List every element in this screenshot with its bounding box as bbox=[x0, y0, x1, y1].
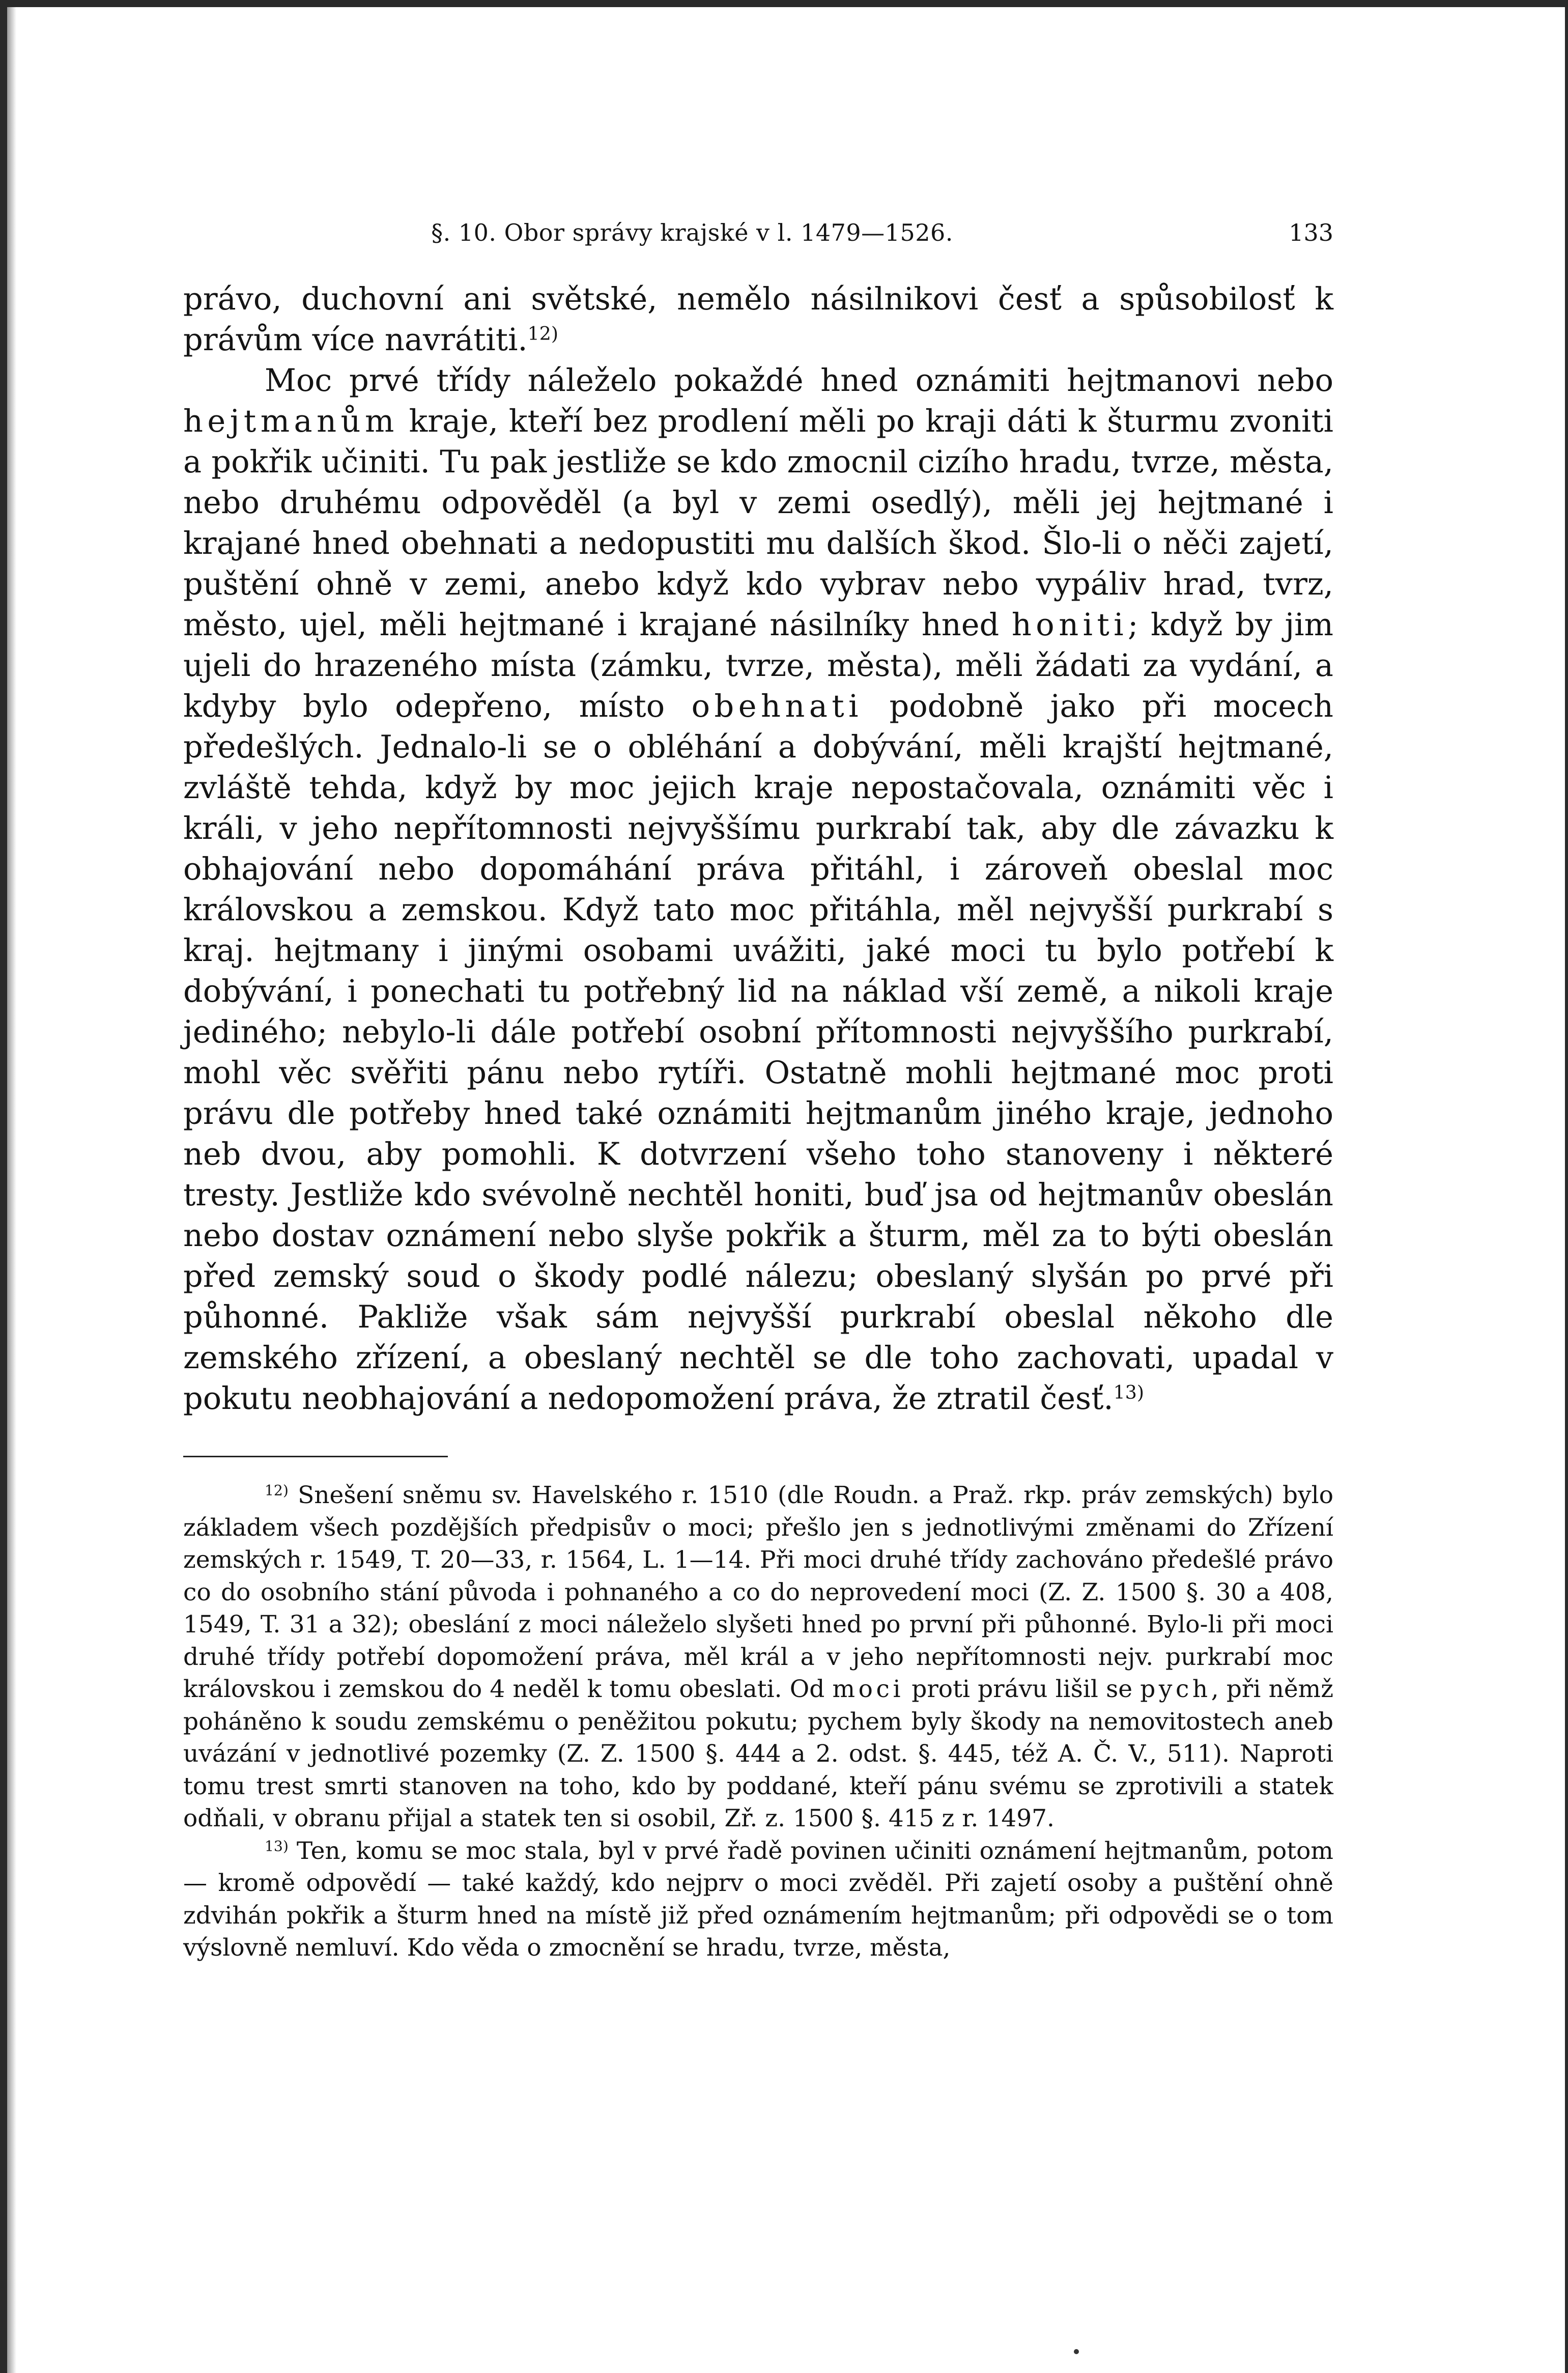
emphasis-honiti: honiti bbox=[1011, 607, 1128, 643]
header-title: §. 10. Obor správy krajské v l. 1479—1526. bbox=[431, 219, 953, 246]
footnote-13-text: Ten, komu se moc stala, byl v prvé řadě povinen učiniti oznámení hejtmanům, potom — kromě odpovědí — také každý, kdo nejprv o moci zvěděl. Při zajetí osoby a puštění ohně zdvihán pokřik a šturm hned na místě již před oznámením hejtmanům; při odpovědi se o tom výslovně nemluví. Kdo věda o zmocnění se hradu, tvrze, města, bbox=[183, 1837, 1333, 1962]
paragraph-2-part-e: ; když by jim ujeli do hrazeného místa (zámku, tvrze, města), měli žádati za vydání, a kdyby bylo odepřeno, místo bbox=[183, 607, 1333, 724]
main-text bbox=[183, 279, 1333, 1419]
footnote-ref-13: 13) bbox=[1113, 1381, 1145, 1404]
emphasis-pych: pych bbox=[1140, 1675, 1211, 1703]
footnote-separator bbox=[183, 1456, 448, 1457]
paragraph-2-part-g: podobně jako při mocech předešlých. Jednalo-li se o obléhání a dobývání, měli krajští hejtmané, zvláště tehda, když by moc jejich kraje nepostačovala, oznámiti věc i králi, v jeho nepřítomnosti nejvyššímu purkrabí tak, aby dle závazku k obhajování nebo dopomáhání práva přitáhl, i zároveň obeslal moc královskou a zemskou. Když tato moc přitáhla, měl nejvyšší purkrabí s kraj. hejtmany i jinými osobami uvážiti, jaké moci tu bylo potřebí k dobývání, i ponechati tu potřebný lid na náklad vší země, a nikoli kraje jediného; nebylo-li dále potřebí osobní přítomnosti nejvyššího purkrabí, mohl věc svěřiti pánu nebo rytíři. Ostatně mohli hejtmané moc proti právu dle potřeby hned také oznámiti hejtmanům jiného kraje, jednoho neb dvou, aby pomohli. K dotvrzení všeho toho stanoveny i některé tresty. Jestliže kdo svévolně nechtěl honiti, buď jsa od hejtmanův obeslán nebo dostav oznámení nebo slyše pokřik a šturm, měl za to býti obeslán před zemský soud o škody podlé nálezu; obeslaný slyšán po prvé při půhonné. Pakliže však sám nejvyšší purkrabí obeslal někoho dle zemského zřízení, a obeslaný nechtěl se dle toho zachovati, upadal v pokutu neobhajování a nedopomožení práva, že ztratil česť. bbox=[183, 689, 1333, 1417]
footnote-ref-12: 12) bbox=[527, 323, 559, 345]
paragraph-1 bbox=[183, 279, 1333, 360]
emphasis-hejtmanum: hejtmanům bbox=[183, 404, 398, 439]
paragraph-1-text: právo, duchovní ani světské, nemělo násilnikovi česť a spůsobilosť k právům více navrátiti. bbox=[183, 281, 1333, 358]
footnote-13-mark: 13) bbox=[265, 1838, 289, 1854]
footnotes bbox=[183, 1479, 1333, 1964]
footnote-12-part-c: proti právu lišil se bbox=[904, 1675, 1141, 1703]
binding-shadow bbox=[7, 7, 16, 2373]
paragraph-2-part-a: Moc prvé třídy náleželo pokaždé hned oznámiti hejtmanovi nebo bbox=[265, 363, 1333, 399]
footnote-12-part-e: , při němž poháněno k soudu zemskému o peněžitou pokutu; pychem byly škody na nemovitostech aneb uvázání v jednotlivé pozemky (Z. Z. 1500 §. 444 a 2. odst. §. 445, též A. Č. V., 511). Naproti tomu trest smrti stanoven na toho, kdo by poddané, kteří pánu svému se zprotivili a statek odňali, v obranu přijal a statek ten si osobil, Zř. z. 1500 §. 415 z r. 1497. bbox=[183, 1675, 1333, 1832]
footnote-12-mark: 12) bbox=[265, 1482, 289, 1499]
page-number: 133 bbox=[1289, 219, 1333, 246]
footnote-12 bbox=[183, 1479, 1333, 1835]
footnote-13 bbox=[183, 1835, 1333, 1964]
paragraph-2-part-c: kraje, kteří bez prodlení měli po kraji dáti k šturmu zvoniti a pokřik učiniti. Tu pak jestliže se kdo zmocnil cizího hradu, tvrze, města, nebo druhému odpověděl (a byl v zemi osedlý), měli jej hejtmané i krajané hned obehnati a nedopustiti mu dalších škod. Šlo-li o něči zajetí, puštění ohně v zemi, anebo když kdo vybrav nebo vypáliv hrad, tvrz, město, ujel, měli hejtmané i krajané násilníky hned bbox=[183, 404, 1333, 643]
footnote-12-part-a: Snešení sněmu sv. Havelského r. 1510 (dle Roudn. a Praž. rkp. práv zemských) bylo základem všech pozdějších předpisův o moci; přešlo jen s jednotlivými změnami do Zřízení zemských r. 1549, T. 20—33, r. 1564, L. 1—14. Při moci druhé třídy zachováno předešlé právo co do osobního stání původa i pohnaného a co do neprovedení moci (Z. Z. 1500 §. 30 a 408, 1549, T. 31 a 32); obeslání z moci náleželo slyšeti hned po první při půhonné. Bylo-li při moci druhé třídy potřebí dopomožení práva, měl král a v jeho nepřítomnosti nejv. purkrabí moc královskou i zemskou do 4 neděl k tomu obeslati. Od bbox=[183, 1481, 1333, 1703]
emphasis-obehnati: obehnati bbox=[691, 689, 863, 724]
emphasis-moci: moci bbox=[832, 1675, 904, 1703]
print-speck bbox=[1074, 2349, 1079, 2354]
paragraph-2 bbox=[183, 360, 1333, 1419]
running-header bbox=[183, 219, 1333, 260]
